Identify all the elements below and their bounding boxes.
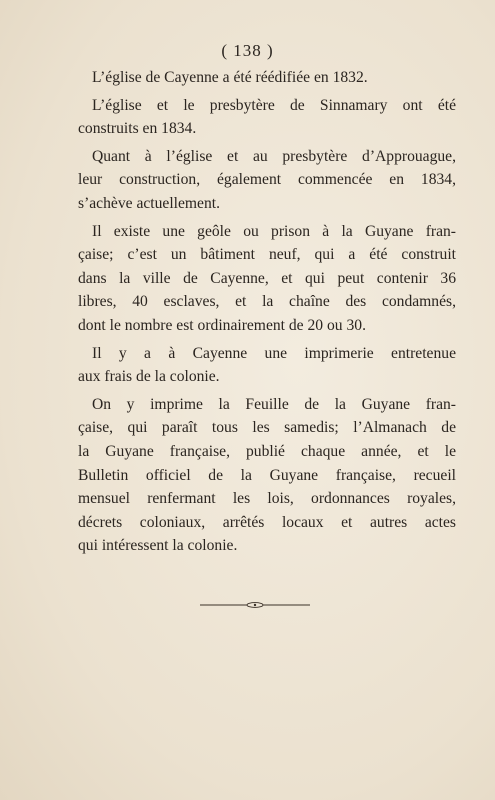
paragraph-4 (78, 220, 456, 338)
text-line: leur construction, également commencée en 1834, (78, 171, 456, 189)
text-line: On y imprime la Feuille de la Guyane fran- (92, 395, 456, 413)
text-line: çaise; c’est un bâtiment neuf, qui a été construit (78, 246, 456, 264)
text-line: Bulletin officiel de la Guyane française, recueil (78, 466, 456, 484)
text-line: L’église de Cayenne a été réédifiée en 1832. (92, 69, 368, 86)
paragraph-2 (78, 94, 456, 141)
decorative-rule-icon (200, 600, 310, 610)
text-line: mensuel renfermant les lois, ordonnances royales, (78, 490, 456, 508)
text-line: libres, 40 esclaves, et la chaîne des condamnés, (78, 293, 456, 311)
text-line: la Guyane française, publié chaque année, et le (78, 442, 456, 460)
text-line: L’église et le presbytère de Sinnamary ont été (92, 96, 456, 114)
body-text (78, 66, 456, 558)
text-line: dont le nombre est ordinairement de 20 ou 30. (78, 316, 366, 334)
paragraph-3 (78, 145, 456, 216)
paragraph-5 (78, 342, 456, 389)
text-line: construits en 1834. (78, 120, 197, 138)
text-line: çaise, qui paraît tous les samedis; l’Almanach de (78, 419, 456, 437)
text-line: aux frais de la colonie. (78, 368, 220, 386)
paragraph-6 (78, 393, 456, 558)
text-line: décrets coloniaux, arrêtés locaux et autres actes (78, 513, 456, 531)
text-line: qui intéressent la colonie. (78, 537, 238, 555)
text-line: Il existe une geôle ou prison à la Guyane fran- (92, 222, 456, 240)
text-line: Il y a à Cayenne une imprimerie entretenue (92, 344, 456, 362)
text-line: Quant à l’église et au presbytère d’Approuague, (92, 147, 456, 165)
page-number: ( 138 ) (221, 41, 274, 60)
paragraph-1 (78, 66, 456, 90)
text-line: s’achève actuellement. (78, 194, 220, 212)
text-line: dans la ville de Cayenne, et qui peut contenir 36 (78, 269, 456, 287)
